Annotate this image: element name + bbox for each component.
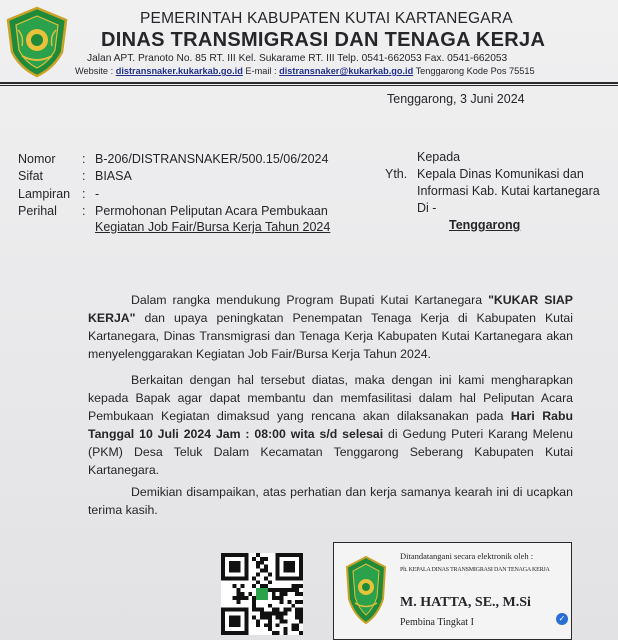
- sifat-value: BIASA: [95, 169, 132, 183]
- paragraph-3: Demikian disampaikan, atas perhatian dan kerja samanya kearah ini di ucapkan terima kasih.: [88, 485, 573, 517]
- signer-role: Plt. KEPALA DINAS TRANSMIGRASI DAN TENAGA KERJA: [400, 567, 550, 573]
- government-name: PEMERINTAH KABUPATEN KUTAI KARTANEGARA: [140, 10, 513, 27]
- recipient-line-2: Informasi Kab. Kutai kartanegara: [417, 184, 600, 198]
- kutai-kartanegara-emblem-icon: [4, 6, 70, 78]
- sifat-label: Sifat: [18, 169, 44, 183]
- nomor-value: B-206/DISTRANSNAKER/500.15/06/2024: [95, 152, 329, 166]
- recipient-kepada: Kepada: [417, 150, 461, 164]
- letter-date: Tenggarong, 3 Juni 2024: [387, 92, 525, 106]
- paragraph-2-text-a: Berkaitan dengan hal tersebut diatas, maka dengan ini kami mengharapkan kepada Bapak agar dapat membantu dan memfasilitasi dalam hal Peliputan Acara Pembukaan Kegiatan dimaksud yang rencana akan dilaksanakan pada: [88, 373, 573, 423]
- lampiran-colon: :: [82, 187, 86, 201]
- nomor-colon: :: [82, 152, 86, 166]
- event-schedule: Hari Rabu Tanggal 10 Juli 2024 Jam : 08:00 wita s/d selesai: [88, 409, 573, 441]
- letterhead-divider-thin: [0, 85, 618, 86]
- verified-badge-icon: ✓: [556, 613, 568, 625]
- sifat-colon: :: [82, 169, 86, 183]
- signer-rank: Pembina Tingkat I: [400, 617, 474, 628]
- perihal-label: Perihal: [18, 204, 57, 218]
- recipient-line-1: Kepala Dinas Komunikasi dan: [417, 167, 584, 181]
- paragraph-2: [88, 371, 573, 479]
- department-name: DINAS TRANSMIGRASI DAN TENAGA KERJA: [101, 29, 546, 51]
- paragraph-1-text-b: dan upaya peningkatan Penempatan Tenaga Kerja di Kabupaten Kutai Kartanegara, Dinas Transmigrasi dan Tenaga Kerja Kabupaten Kutai Kartanegara akan menyelenggarakan Kegiatan Job Fair/Bursa Kerja Tahun 2024.: [88, 311, 573, 361]
- contact-line: [75, 66, 535, 76]
- email-link[interactable]: distransnaker@kukarkab.go.id: [279, 66, 414, 76]
- kutai-kartanegara-emblem-icon: [344, 555, 388, 625]
- signature-header: Ditandatangani secara elektronik oleh :: [400, 551, 534, 561]
- postal-info: Tenggarong Kode Pos 75515: [415, 66, 535, 76]
- qr-code-icon[interactable]: [221, 553, 303, 635]
- recipient-di: Di -: [417, 201, 437, 215]
- website-link[interactable]: distransnaker.kukarkab.go.id: [115, 66, 243, 76]
- electronic-signature-box: [333, 542, 572, 640]
- perihal-line-2: Kegiatan Job Fair/Bursa Kerja Tahun 2024: [95, 220, 331, 234]
- paragraph-1-text-a: Dalam rangka mendukung Program Bupati Kutai Kartanegara: [131, 293, 489, 307]
- lampiran-value: -: [95, 187, 100, 201]
- paragraph-2-text-b: di Gedung Puteri Karang Melenu (PKM) Desa Teluk Dalam Kecamatan Tenggarong Seberang Kabupaten Kutai Kartanegara.: [88, 427, 573, 477]
- perihal-colon: :: [82, 204, 86, 218]
- recipient-yth: Yth.: [385, 167, 408, 181]
- paragraph-1: [88, 291, 573, 363]
- letterhead-divider: [0, 82, 618, 84]
- recipient-place: Tenggarong: [449, 218, 521, 232]
- program-name: "KUKAR SIAP KERJA": [88, 293, 573, 325]
- email-label: E-mail :: [245, 66, 277, 76]
- lampiran-label: Lampiran: [18, 187, 71, 201]
- office-address: Jalan APT. Pranoto No. 85 RT. III Kel. Sukarame RT. III Telp. 0541-662053 Fax. 0541-662053: [87, 53, 508, 64]
- perihal-line-1: Permohonan Peliputan Acara Pembukaan: [95, 204, 328, 218]
- nomor-label: Nomor: [18, 152, 56, 166]
- signer-name: M. HATTA, SE., M.Si: [400, 595, 531, 610]
- website-label: Website :: [75, 66, 114, 76]
